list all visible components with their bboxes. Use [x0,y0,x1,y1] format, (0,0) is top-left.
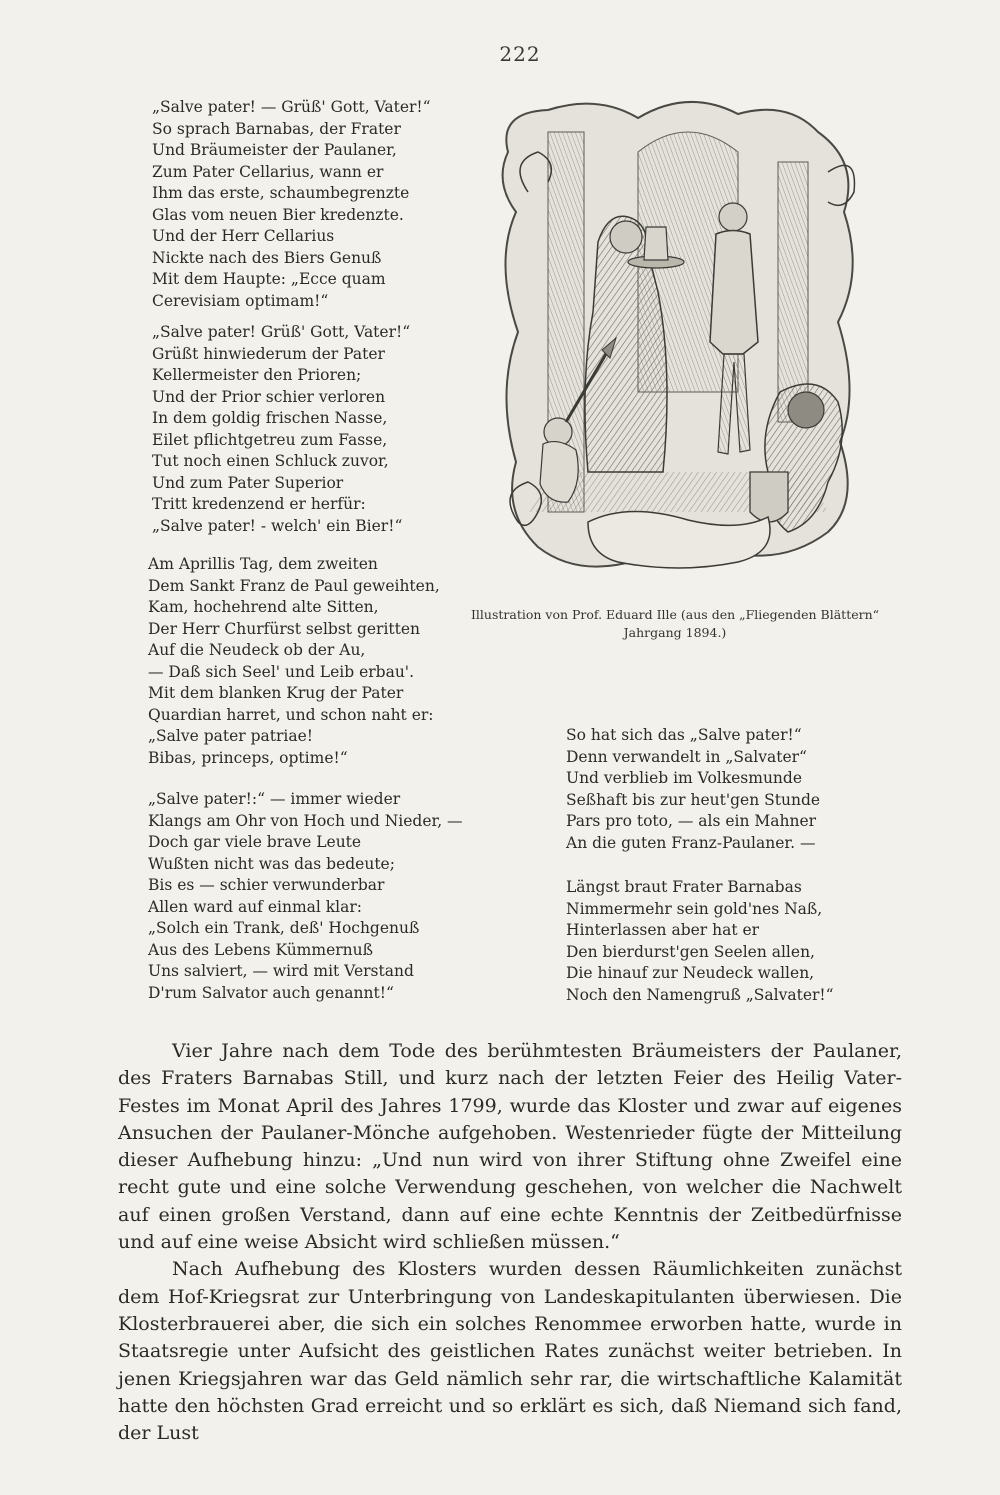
verse-line: Mit dem blanken Krug der Pater [148,684,404,702]
verse-line: Zum Pater Cellarius, wann er [152,162,384,181]
verse-line: An die guten Franz-Paulaner. — [566,833,816,852]
verse-line: In dem goldig frischen Nasse, [152,409,388,427]
verse-line: Bis es — schier verwunderbar [148,876,385,894]
verse-line: Grüßt hinwiederum der Pater [152,344,385,363]
verse-line: Tut noch einen Schluck zuvor, [152,452,389,470]
prose-paragraph: Nach Aufhebung des Klosters wurden dessen Räumlichkeiten zunächst dem Hof-Kriegsrat zur Unterbringung von Landeskapitulanten überwiesen. Die Klosterbrauerei aber, die sich ein solches Renommee erworben hatte, wurde in Staatsregie unter Aufsicht des geistlichen Rates zunächst weiter betrieben. In jenen Kriegsjahren war das Geld nämlich sehr rar, die wirtschaftliche Kalamität hatte den höchsten Grad erreicht und so erklärt es sich, daß Niemand sich fand, der Lust [118,1258,902,1445]
verse-line: Und verblieb im Volkesmunde [566,769,803,787]
verse-line: Doch gar viele brave Leute [148,833,362,851]
poem-stanza-3 [148,554,440,769]
verse-line: Noch den Namengruß „Salvater!“ [566,985,834,1004]
verse-line: Nickte nach des Biers Genuß [152,248,382,267]
verse-line: Ihm das erste, schaumbegrenzte [152,184,410,202]
verse-line: Längst braut Frater Barnabas [566,878,802,896]
verse-line: Glas vom neuen Bier kredenzte. [152,205,404,224]
verse-line: Tritt kredenzend er herfür: [152,495,366,513]
poem-stanza-1 [152,97,431,312]
verse-line: Kam, hochehrend alte Sitten, [148,598,379,616]
poem-stanza-4 [148,789,463,1004]
verse-line: „Salve pater! — Grüß' Gott, Vater!“ [152,98,431,116]
verse-line: Den bierdurst'gen Seelen allen, [566,942,815,961]
verse-line: Allen ward auf einmal klar: [148,897,363,916]
verse-line: Denn verwandelt in „Salvater“ [566,747,807,766]
verse-line: Hinterlassen aber hat er [566,921,760,939]
verse-line: Quardian harret, und schon naht er: [148,705,434,724]
verse-line: Cerevisiam optimam!“ [152,291,329,310]
poem-stanza-5 [566,725,820,854]
verse-line: Mit dem Haupte: „Ecce quam [152,270,386,288]
prose-paragraph: Vier Jahre nach dem Tode des berühmtesten Bräumeisters der Paulaner, des Fraters Barnabas Still, und kurz nach der letzten Feier des Heilig Vater-Festes im Monat April des Jahres 1799, wurde das Kloster und zwar auf eigenes Ansuchen der Paulaner-Mönche aufgehoben. Westenrieder fügte der Mitteilung dieser Aufhebung hinzu: „Und nun wird von ihrer Stiftung ohne Zweifel eine recht gute und eine solche Verwendung geschehen, von welcher die Nachwelt auf einen großen Verstand, dann auf eine echte Kenntnis der Zeitbedürfnisse und auf eine weise Absicht wird schließen müssen.“ [118,1040,902,1254]
verse-line: Uns salviert, — wird mit Verstand [148,962,414,980]
poem-stanza-6 [566,877,834,1006]
verse-line: Nimmermehr sein gold'nes Naß, [566,899,823,918]
illustration-caption [455,606,895,642]
verse-line: So hat sich das „Salve pater!“ [566,726,802,744]
verse-line: Aus des Lebens Kümmernuß [148,940,373,959]
verse-line: „Salve pater patriae! [148,727,314,745]
verse-line: „Salve pater! - welch' ein Bier!“ [152,516,403,535]
verse-line: Und Bräumeister der Paulaner, [152,141,397,159]
verse-line: Bibas, princeps, optime!“ [148,748,348,767]
verse-line: „Solch ein Trank, deß' Hochgenuß [148,919,420,937]
verse-line: Und der Herr Cellarius [152,227,335,245]
verse-line: Die hinauf zur Neudeck wallen, [566,964,815,982]
verse-line: Eilet pflichtgetreu zum Fasse, [152,430,388,449]
verse-line: Und zum Pater Superior [152,473,344,492]
verse-line: Klangs am Ohr von Hoch und Nieder, — [148,811,463,830]
verse-line: D'rum Salvator auch genannt!“ [148,983,394,1002]
verse-line: „Salve pater! Grüß' Gott, Vater!“ [152,323,411,341]
caption-line: Illustration von Prof. Eduard Ille (aus den „Fliegenden Blättern“ [470,607,880,622]
engraving-illustration [488,92,868,594]
verse-line: — Daß sich Seel' und Leib erbau'. [148,662,414,681]
verse-line: Dem Sankt Franz de Paul geweihten, [148,576,440,595]
page-number: 222 [499,42,541,66]
verse-line: Auf die Neudeck ob der Au, [148,641,366,659]
verse-line: Am Aprillis Tag, dem zweiten [148,555,378,573]
verse-line: Kellermeister den Prioren; [152,366,362,384]
verse-line: Pars pro toto, — als ein Mahner [566,812,817,830]
prose-body [118,1038,902,1447]
verse-line: So sprach Barnabas, der Frater [152,119,401,138]
verse-line: Und der Prior schier verloren [152,387,386,406]
verse-line: Wußten nicht was das bedeute; [148,854,395,873]
engraving-picture [488,92,868,594]
poem-stanza-2 [152,322,410,537]
verse-line: Seßhaft bis zur heut'gen Stunde [566,790,821,809]
verse-line: „Salve pater!:“ — immer wieder [148,790,401,808]
caption-line: Jahrgang 1894.) [623,625,727,640]
verse-line: Der Herr Churfürst selbst geritten [148,619,421,638]
